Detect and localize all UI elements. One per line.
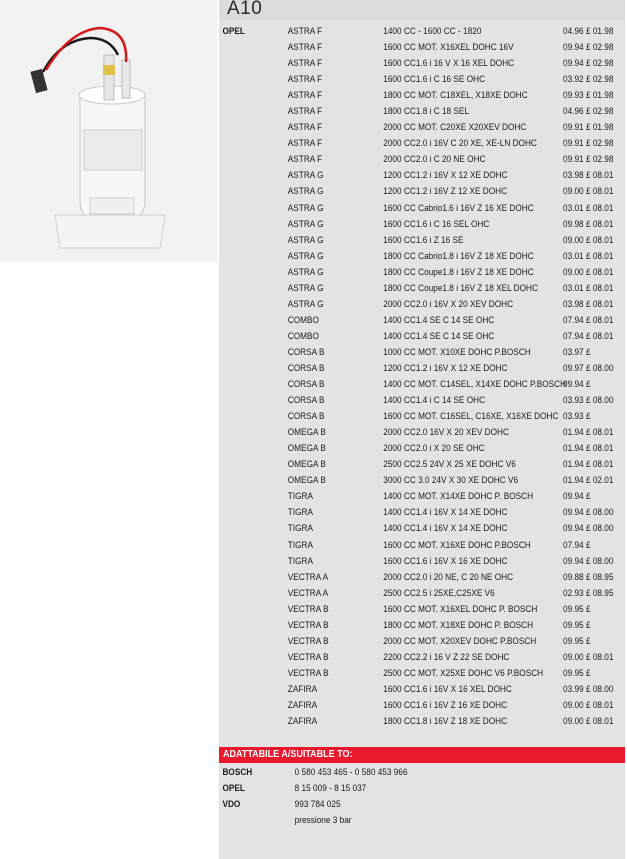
- model-cell: VECTRA A: [287, 571, 329, 583]
- date-cell: 07.94 £ 08.01: [563, 330, 614, 342]
- date-cell: 09.94 £ 02.98: [563, 42, 614, 54]
- model-cell: TIGRA: [287, 491, 314, 503]
- application-row: [219, 201, 624, 217]
- application-row: [219, 554, 624, 570]
- application-row: [219, 473, 624, 489]
- application-row: [219, 217, 624, 233]
- application-row: [219, 281, 624, 297]
- date-cell: 09.95 £: [563, 667, 591, 679]
- date-cell: 03.98 £ 08.01: [563, 298, 614, 310]
- date-cell: 03.01 £ 08.01: [563, 250, 614, 262]
- application-row: [219, 698, 624, 714]
- model-cell: ASTRA F: [287, 42, 323, 54]
- application-row: [219, 570, 624, 586]
- application-row: [219, 24, 624, 40]
- engine-cell: 1600 CC1.6 i Z 16 SE: [383, 234, 464, 246]
- model-cell: TIGRA: [287, 539, 314, 551]
- date-cell: 03.99 £ 08.00: [563, 683, 614, 695]
- fuel-pump-illustration: [0, 0, 217, 262]
- model-cell: ZAFIRA: [287, 699, 318, 711]
- application-row: [219, 152, 624, 168]
- application-row: [219, 345, 624, 361]
- model-cell: ASTRA F: [287, 58, 323, 70]
- application-row: [219, 393, 624, 409]
- engine-cell: 1200 CC1.2 i 16V Z 12 XE DOHC: [383, 186, 508, 198]
- date-cell: 09.91 £ 01.98: [563, 122, 614, 134]
- engine-cell: 1800 CC1.8 i C 18 SEL: [383, 106, 470, 118]
- engine-cell: 1400 CC1.4 SE C 14 SE OHC: [383, 330, 495, 342]
- model-cell: ASTRA G: [287, 282, 324, 294]
- date-cell: 09.00 £ 08.01: [563, 651, 614, 663]
- engine-cell: 1000 CC MOT. X10XE DOHC P.BOSCH: [383, 346, 531, 358]
- date-cell: 01.94 £ 08.01: [563, 443, 614, 455]
- model-cell: CORSA B: [287, 379, 325, 391]
- reference-row: [219, 813, 624, 829]
- model-cell: VECTRA B: [287, 603, 329, 615]
- date-cell: 03.01 £ 08.01: [563, 202, 614, 214]
- engine-cell: 2500 CC2.5 i 25XE,C25XE V6: [383, 587, 495, 599]
- suitable-title: ADATTABILE A/SUITABLE TO:: [223, 749, 353, 760]
- date-cell: 03.98 £ 08.01: [563, 170, 614, 182]
- application-row: [219, 377, 624, 393]
- model-cell: ZAFIRA: [287, 716, 318, 728]
- model-cell: VECTRA B: [287, 619, 329, 631]
- engine-cell: 1600 CC1.6 i 16V X 16 XE DOHC: [383, 555, 508, 567]
- application-row: [219, 586, 624, 602]
- model-cell: COMBO: [287, 330, 319, 342]
- date-cell: 09.95 £: [563, 635, 591, 647]
- engine-cell: 2000 CC2.0 i 20 NE, C 20 NE OHC: [383, 571, 514, 583]
- part-number-cell: 993 784 025: [294, 799, 341, 810]
- date-cell: 03.92 £ 02.98: [563, 74, 614, 86]
- engine-cell: 1800 CC Coupe1.8 i 16V Z 18 XE DOHC: [383, 266, 534, 278]
- engine-cell: 1800 CC MOT. C18XEL, X18XE DOHC: [383, 90, 528, 102]
- model-cell: ASTRA F: [287, 106, 323, 118]
- application-row: [219, 682, 624, 698]
- model-cell: ASTRA G: [287, 234, 324, 246]
- engine-cell: 1600 CC MOT. X16XEL DOHC P. BOSCH: [383, 603, 538, 615]
- date-cell: 09.97 £ 08.00: [563, 362, 614, 374]
- application-row: [219, 136, 624, 152]
- application-row: [219, 457, 624, 473]
- application-row: [219, 329, 624, 345]
- model-cell: CORSA B: [287, 362, 325, 374]
- engine-cell: 1200 CC1.2 i 16V X 12 XE DOHC: [383, 170, 508, 182]
- model-cell: CORSA B: [287, 346, 325, 358]
- model-cell: COMBO: [287, 314, 319, 326]
- model-cell: VECTRA B: [287, 651, 329, 663]
- model-cell: OMEGA B: [287, 459, 326, 471]
- engine-cell: 2500 CC2.5 24V X 25 XE DOHC V6: [383, 459, 516, 471]
- engine-cell: 1800 CC Coupe1.8 i 16V Z 18 XEL DOHC: [383, 282, 538, 294]
- application-row: [219, 120, 624, 136]
- date-cell: 07.94 £ 08.01: [563, 314, 614, 326]
- date-cell: 09.94 £ 08.00: [563, 555, 614, 567]
- reference-row: [219, 765, 624, 781]
- application-row: [219, 602, 624, 618]
- application-row: [219, 425, 624, 441]
- product-code: A10: [227, 0, 263, 19]
- application-row: [219, 409, 624, 425]
- engine-cell: 2000 CC2.0 i 16V X 20 XEV DOHC: [383, 298, 514, 310]
- reference-row: [219, 797, 624, 813]
- model-cell: ASTRA F: [287, 138, 323, 150]
- date-cell: 03.93 £ 08.00: [563, 395, 614, 407]
- engine-cell: 1400 CC1.4 i 16V X 14 XE DOHC: [383, 507, 508, 519]
- date-cell: 09.00 £ 08.01: [563, 186, 614, 198]
- application-row: [219, 361, 624, 377]
- date-cell: 03.97 £: [563, 346, 591, 358]
- engine-cell: 1400 CC1.4 i 16V X 14 XE DOHC: [383, 523, 508, 535]
- model-cell: OMEGA B: [287, 475, 326, 487]
- engine-cell: 2000 CC MOT. C20XE X20XEV DOHC: [383, 122, 527, 134]
- engine-cell: 1800 CC MOT. X18XE DOHC P. BOSCH: [383, 619, 534, 631]
- date-cell: 02.93 £ 08.95: [563, 587, 614, 599]
- reference-list: [219, 765, 625, 829]
- date-cell: 09.95 £: [563, 603, 591, 615]
- application-row: [219, 249, 624, 265]
- brand-cell: BOSCH: [222, 767, 253, 778]
- date-cell: 04.96 £ 02.98: [563, 106, 614, 118]
- date-cell: 09.00 £ 08.01: [563, 234, 614, 246]
- application-row: [219, 40, 624, 56]
- model-cell: ASTRA G: [287, 186, 324, 198]
- header-bar: [219, 0, 625, 20]
- model-cell: TIGRA: [287, 555, 314, 567]
- date-cell: 09.98 £ 08.01: [563, 218, 614, 230]
- engine-cell: 1800 CC1.8 i 16V Z 18 XE DOHC: [383, 716, 508, 728]
- engine-cell: 2000 CC2.0 i X 20 SE OHC: [383, 443, 485, 455]
- date-cell: 09.00 £ 08.01: [563, 716, 614, 728]
- application-row: [219, 233, 624, 249]
- model-cell: TIGRA: [287, 523, 314, 535]
- model-cell: VECTRA B: [287, 635, 329, 647]
- engine-cell: 1400 CC MOT. X14XE DOHC P. BOSCH: [383, 491, 534, 503]
- application-row: [219, 313, 624, 329]
- date-cell: 09.94 £ 08.00: [563, 507, 614, 519]
- date-cell: 09.00 £ 08.01: [563, 699, 614, 711]
- date-cell: 09.93 £ 01.98: [563, 90, 614, 102]
- engine-cell: 1400 CC - 1600 CC - 1820: [383, 26, 482, 37]
- date-cell: 07.94 £: [563, 539, 591, 551]
- model-cell: OMEGA B: [287, 427, 326, 439]
- date-cell: 09.88 £ 08.95: [563, 571, 614, 583]
- application-row: [219, 650, 624, 666]
- date-cell: 09.94 £ 08.00: [563, 523, 614, 535]
- model-cell: ASTRA G: [287, 298, 324, 310]
- application-row: [219, 265, 624, 281]
- engine-cell: 2000 CC MOT. X20XEV DOHC P.BOSCH: [383, 635, 537, 647]
- application-row: [219, 297, 624, 313]
- application-row: [219, 714, 624, 730]
- engine-cell: 1600 CC MOT. C16SEL, C16XE, X16XE DOHC: [383, 411, 559, 423]
- date-cell: 03.01 £ 08.01: [563, 282, 614, 294]
- engine-cell: 1400 CC1.4 i C 14 SE OHC: [383, 395, 486, 407]
- engine-cell: 1800 CC Cabrio1.8 i 16V Z 18 XE DOHC: [383, 250, 534, 262]
- model-cell: VECTRA A: [287, 587, 329, 599]
- date-cell: 09.00 £ 08.01: [563, 266, 614, 278]
- engine-cell: 1600 CC MOT. X16XE DOHC P.BOSCH: [383, 539, 531, 551]
- date-cell: 01.94 £ 08.01: [563, 459, 614, 471]
- engine-cell: 1400 CC1.4 SE C 14 SE OHC: [383, 314, 495, 326]
- application-row: [219, 56, 624, 72]
- part-number-cell: 0 580 453 465 - 0 580 453 966: [294, 767, 408, 778]
- application-row: [219, 618, 624, 634]
- engine-cell: 1200 CC1.2 i 16V X 12 XE DOHC: [383, 362, 508, 374]
- date-cell: 09.95 £: [563, 619, 591, 631]
- engine-cell: 2000 CC2.0 16V X 20 XEV DOHC: [383, 427, 509, 439]
- product-photo: [0, 0, 217, 262]
- application-row: [219, 441, 624, 457]
- make-cell: OPEL: [222, 26, 245, 37]
- application-row: [219, 88, 624, 104]
- engine-cell: 1600 CC MOT. X16XEL DOHC 16V: [383, 42, 514, 54]
- date-cell: 09.91 £ 02.98: [563, 138, 614, 150]
- application-row: [219, 666, 624, 682]
- engine-cell: 2000 CC2.0 i 16V C 20 XE, XE-LN DOHC: [383, 138, 537, 150]
- application-row: [219, 505, 624, 521]
- engine-cell: 1600 CC1.6 i 16V Z 16 XE DOHC: [383, 699, 508, 711]
- application-row: [219, 104, 624, 120]
- date-cell: 09.94 £: [563, 379, 591, 391]
- date-cell: 01.94 £ 02.01: [563, 475, 614, 487]
- date-cell: 09.91 £ 02.98: [563, 154, 614, 166]
- part-number-cell: 8 15 009 - 8 15 037: [294, 783, 367, 794]
- engine-cell: 1600 CC1.6 i 16V X 16 XEL DOHC: [383, 683, 512, 695]
- model-cell: CORSA B: [287, 395, 325, 407]
- date-cell: 09.94 £: [563, 491, 591, 503]
- engine-cell: 2000 CC2.0 i C 20 NE OHC: [383, 154, 486, 166]
- engine-cell: 1400 CC MOT. C14SEL, X14XE DOHC P.BOSCH: [383, 379, 567, 391]
- date-cell: 09.94 £ 02.98: [563, 58, 614, 70]
- model-cell: ASTRA G: [287, 218, 324, 230]
- application-row: [219, 184, 624, 200]
- engine-cell: 2200 CC2.2 i 16 V Z 22 SE DOHC: [383, 651, 510, 663]
- reference-row: [219, 781, 624, 797]
- model-cell: VECTRA B: [287, 667, 329, 679]
- brand-cell: VDO: [222, 799, 241, 810]
- application-row: [219, 634, 624, 650]
- application-row: [219, 72, 624, 88]
- date-cell: 04.96 £ 01.98: [563, 26, 614, 37]
- date-cell: 01.94 £ 08.01: [563, 427, 614, 439]
- engine-cell: 1600 CC Cabrio1.6 i 16V Z 16 XE DOHC: [383, 202, 534, 214]
- brand-cell: OPEL: [222, 783, 245, 794]
- model-cell: ASTRA G: [287, 202, 324, 214]
- engine-cell: 1600 CC1.6 i 16 V X 16 XEL DOHC: [383, 58, 515, 70]
- application-row: [219, 521, 624, 537]
- model-cell: ASTRA F: [287, 122, 323, 134]
- model-cell: ASTRA F: [287, 26, 323, 37]
- application-row: [219, 538, 624, 554]
- model-cell: ZAFIRA: [287, 683, 318, 695]
- engine-cell: 2500 CC MOT. X25XE DOHC V6 P.BOSCH: [383, 667, 544, 679]
- model-cell: OMEGA B: [287, 443, 326, 455]
- engine-cell: 1600 CC1.6 i C 16 SE OHC: [383, 74, 486, 86]
- part-number-cell: pressione 3 bar: [294, 815, 352, 826]
- model-cell: ASTRA G: [287, 170, 324, 182]
- model-cell: CORSA B: [287, 411, 325, 423]
- model-cell: ASTRA G: [287, 266, 324, 278]
- model-cell: ASTRA G: [287, 250, 324, 262]
- application-row: [219, 489, 624, 505]
- engine-cell: 3000 CC 3.0 24V X 30 XE DOHC V6: [383, 475, 519, 487]
- engine-cell: 1600 CC1.6 i C 16 SEL OHC: [383, 218, 490, 230]
- model-cell: TIGRA: [287, 507, 314, 519]
- application-list: [219, 24, 625, 730]
- application-row: [219, 168, 624, 184]
- model-cell: ASTRA F: [287, 74, 323, 86]
- model-cell: ASTRA F: [287, 154, 323, 166]
- date-cell: 03.93 £: [563, 411, 591, 423]
- model-cell: ASTRA F: [287, 90, 323, 102]
